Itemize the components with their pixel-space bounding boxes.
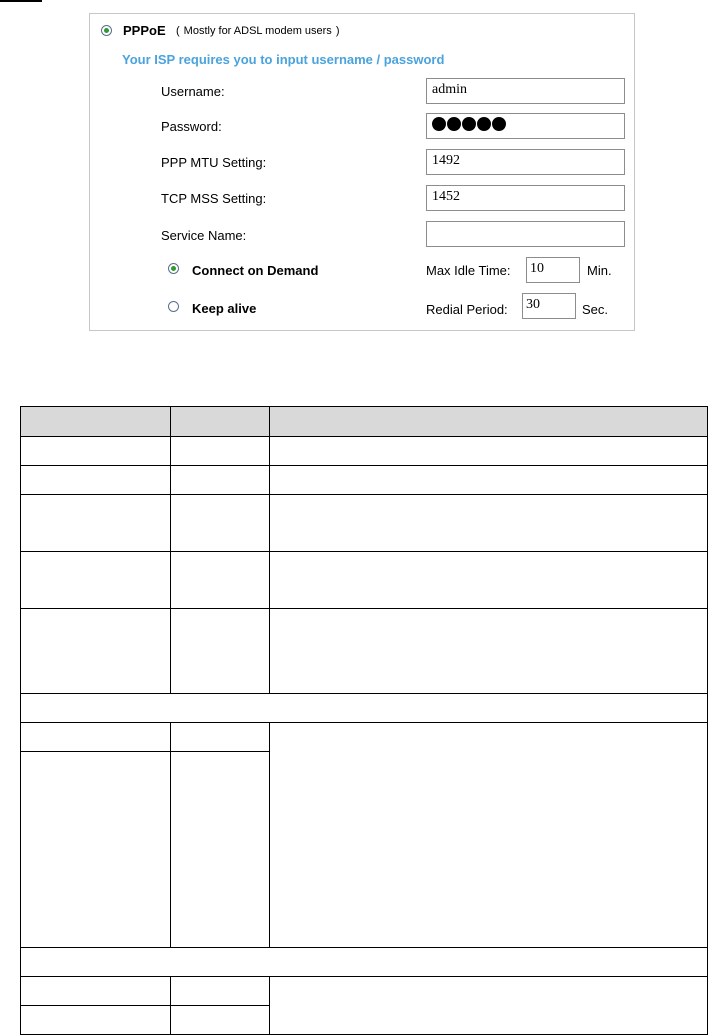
- table-col-divider: [269, 976, 270, 1035]
- table-col-divider: [170, 722, 171, 947]
- table-rule: [20, 1005, 269, 1006]
- isp-requirement-title: Your ISP requires you to input username / password: [122, 52, 445, 67]
- table-col-divider: [170, 976, 171, 1035]
- table-rule: [20, 976, 708, 977]
- keep-alive-label: Keep alive: [192, 301, 257, 316]
- table-col-divider: [269, 722, 270, 947]
- parameter-table: [20, 406, 708, 1035]
- password-mask-dot: [492, 117, 506, 131]
- table-rule: [20, 608, 708, 609]
- pppoe-note-text: Mostly for ADSL modem users: [183, 25, 332, 37]
- mss-label: TCP MSS Setting:: [161, 191, 267, 206]
- table-col-divider: [170, 406, 171, 693]
- table-header-row: [20, 406, 708, 436]
- service-name-input[interactable]: [426, 221, 625, 247]
- connect-on-demand-radio[interactable]: [168, 263, 179, 274]
- mtu-input[interactable]: 1492: [426, 149, 625, 175]
- password-mask-dot: [432, 117, 446, 131]
- table-col-divider: [269, 406, 270, 693]
- table-rule: [20, 465, 708, 466]
- redial-period-label: Redial Period:: [426, 302, 508, 317]
- pppoe-label: PPPoE: [123, 23, 166, 38]
- pppoe-settings-panel: [89, 13, 635, 331]
- max-idle-time-label: Max Idle Time:: [426, 263, 511, 278]
- keep-alive-radio[interactable]: [168, 301, 179, 312]
- pppoe-note-close: ): [335, 25, 340, 37]
- username-input[interactable]: admin: [426, 78, 625, 104]
- table-rule: [20, 436, 708, 437]
- redial-period-unit: Sec.: [582, 302, 609, 317]
- table-rule: [20, 406, 708, 407]
- username-label: Username:: [161, 84, 225, 99]
- table-rule: [20, 494, 708, 495]
- password-label: Password:: [161, 119, 222, 134]
- redial-period-input[interactable]: 30: [522, 293, 576, 319]
- password-mask-dot: [447, 117, 461, 131]
- max-idle-time-unit: Min.: [587, 263, 612, 278]
- password-mask-dot: [477, 117, 491, 131]
- table-rule: [20, 693, 708, 694]
- mtu-label: PPP MTU Setting:: [161, 155, 267, 170]
- table-rule: [20, 947, 708, 948]
- table-rule: [20, 722, 708, 723]
- table-rule: [20, 551, 708, 552]
- pppoe-radio[interactable]: [101, 25, 112, 36]
- pppoe-note-open: (: [176, 25, 180, 37]
- mss-input[interactable]: 1452: [426, 185, 625, 211]
- service-name-label: Service Name:: [161, 228, 247, 243]
- max-idle-time-input[interactable]: 10: [526, 257, 580, 283]
- table-rule: [20, 751, 269, 752]
- page-header-rule: [0, 0, 42, 2]
- pppoe-note: [176, 25, 339, 37]
- password-input[interactable]: [426, 113, 625, 139]
- password-mask-dot: [462, 117, 476, 131]
- table-border-left: [20, 406, 21, 1035]
- connect-on-demand-label: Connect on Demand: [192, 263, 319, 278]
